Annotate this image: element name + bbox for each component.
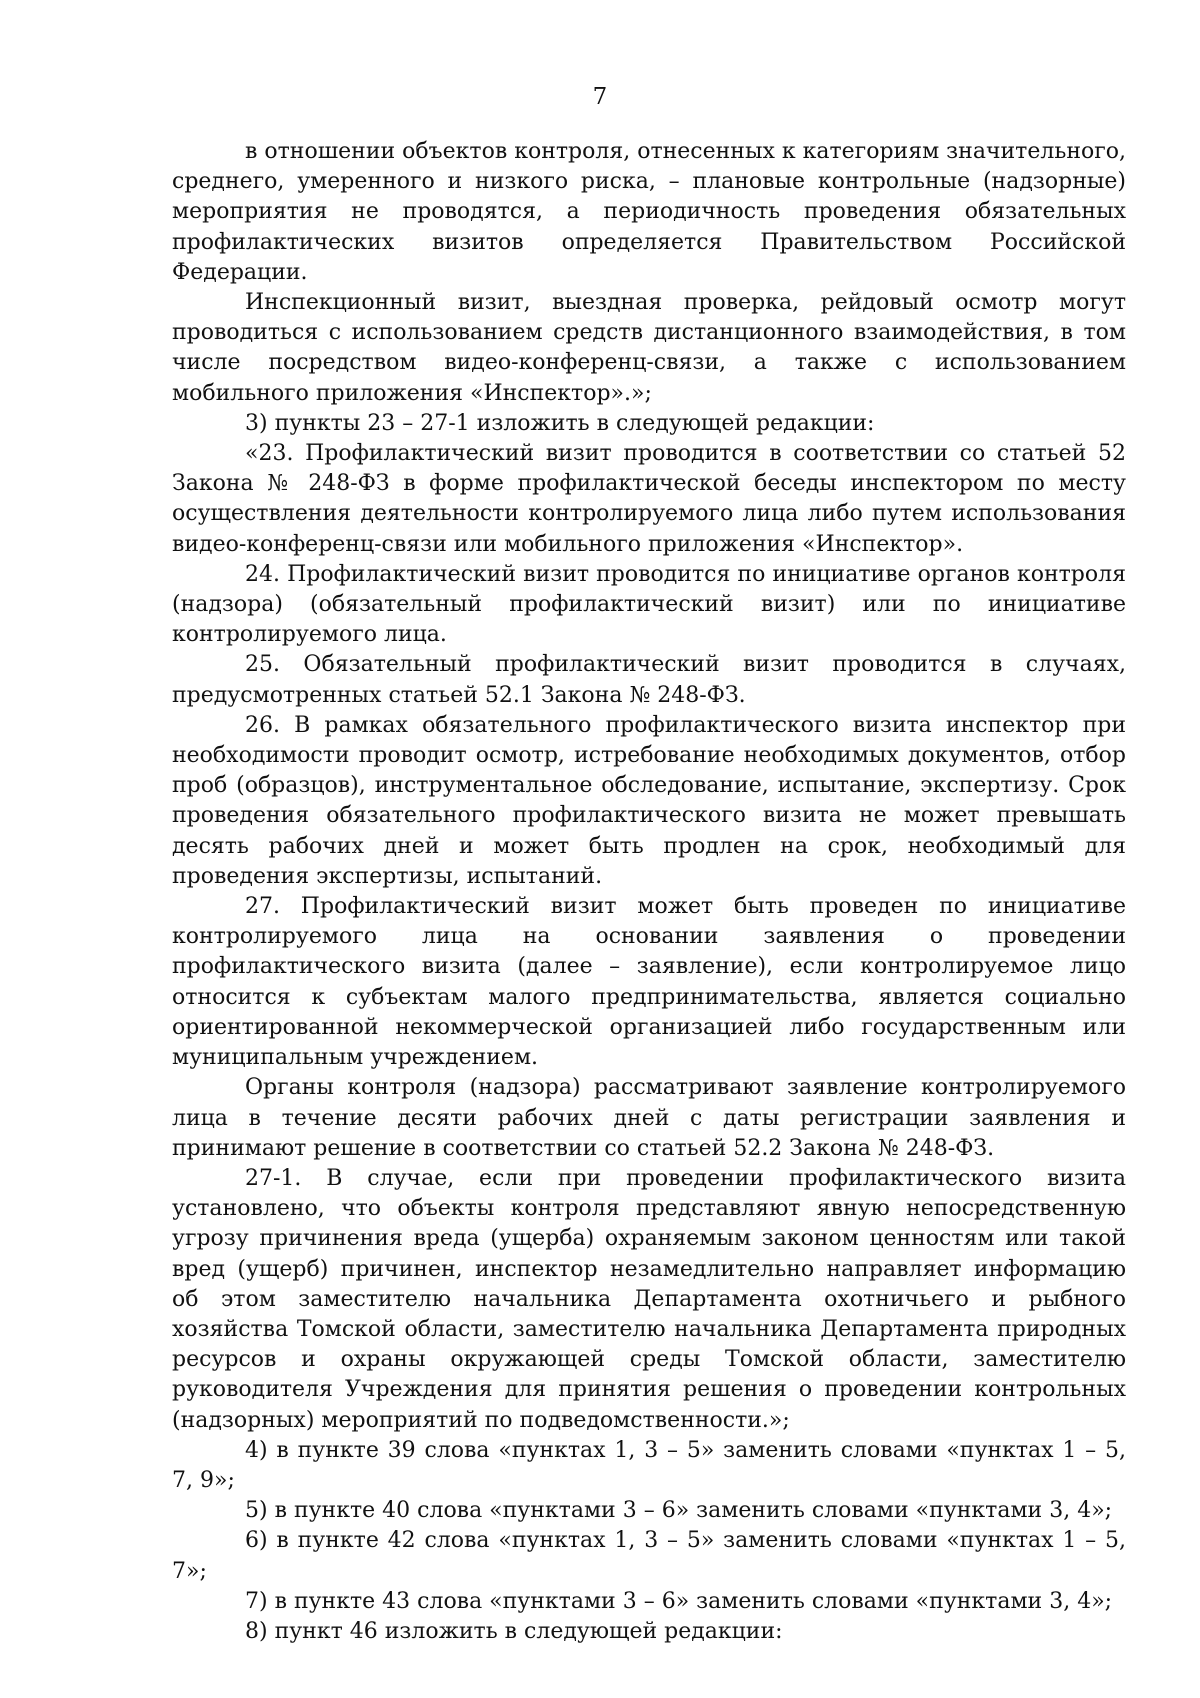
paragraph-amendment-8: 8) пункт 46 изложить в следующей редакции:: [245, 1618, 783, 1644]
paragraph-item-26: 26. В рамках обязательного профилактического визита инспектор при необходимости проводит осмотр, истребование необходимых документов, отбор проб (образцов), инструментальное обследование, испытание, экспертизу. Срок проведения обязательного профилактического визита не может превышать десять рабочих дней и может быть продлен на срок, необходимый для проведения экспертизы, испытаний.: [172, 712, 1126, 889]
paragraph-amendment-5: 5) в пункте 40 слова «пунктами 3 – 6» заменить словами «пунктами 3, 4»;: [245, 1498, 1113, 1524]
paragraph-amendment-6: 6) в пункте 42 слова «пунктах 1, 3 – 5» заменить словами «пунктах 1 – 5, 7»;: [172, 1528, 1126, 1584]
paragraph-item-24: 24. Профилактический визит проводится по инициативе органов контроля (надзора) (обязательный профилактический визит) или по инициативе контролируемого лица.: [172, 561, 1126, 648]
paragraph-item-27: 27. Профилактический визит может быть проведен по инициативе контролируемого лица на основании заявления о проведении профилактического визита (далее – заявление), если контролируемое лицо относится к субъектам малого предпринимательства, является социально ориентированной некоммерческой организацией либо государственным или муниципальным учреждением.: [172, 894, 1126, 1071]
document-body: [172, 137, 1126, 1647]
paragraph-amendment-4: 4) в пункте 39 слова «пунктах 1, 3 – 5» заменить словами «пунктах 1 – 5, 7, 9»;: [172, 1437, 1126, 1493]
paragraph-item-27-review: Органы контроля (надзора) рассматривают заявление контролируемого лица в течение десяти рабочих дней с даты регистрации заявления и принимают решение в соответствии со статьей 52.2 Закона № 248-ФЗ.: [172, 1075, 1126, 1161]
paragraph-item-23: «23. Профилактический визит проводится в соответствии со статьей 52 Закона № 248-ФЗ в форме профилактической беседы инспектором по месту осуществления деятельности контролируемого лица либо путем использования видео-конференц-связи или мобильного приложения «Инспектор».: [172, 441, 1126, 557]
page-number: 7: [592, 84, 608, 110]
paragraph-item-27-1: 27-1. В случае, если при проведении профилактического визита установлено, что объекты контроля представляют явную непосредственную угрозу причинения вреда (ущерба) охраняемым законом ценностям или такой вред (ущерб) причинен, инспектор незамедлительно направляет информацию об этом заместителю начальника Департамента охотничьего и рыбного хозяйства Томской области, заместителю начальника Департамента природных ресурсов и охраны окружающей среды Томской области, заместителю руководителя Учреждения для принятия решения о проведении контрольных (надзорных) мероприятий по подведомственности.»;: [172, 1165, 1126, 1433]
paragraph-remote-interaction: Инспекционный визит, выездная проверка, рейдовый осмотр могут проводиться с использованием средств дистанционного взаимодействия, в том числе посредством видео-конференц-связи, а также с использованием мобильного приложения «Инспектор».»;: [172, 290, 1126, 406]
paragraph-amendment-7: 7) в пункте 43 слова «пунктами 3 – 6» заменить словами «пунктами 3, 4»;: [245, 1588, 1113, 1614]
paragraph-risk-categories: в отношении объектов контроля, отнесенных к категориям значительного, среднего, умеренного и низкого риска, – плановые контрольные (надзорные) мероприятия не проводятся, а периодичность проведения обязательных профилактических визитов определяется Правительством Российской Федерации.: [172, 139, 1126, 285]
paragraph-item-25: 25. Обязательный профилактический визит проводится в случаях, предусмотренных статьей 52.1 Закона № 248-ФЗ.: [172, 652, 1126, 708]
paragraph-amendment-3: 3) пункты 23 – 27-1 изложить в следующей редакции:: [245, 410, 875, 436]
